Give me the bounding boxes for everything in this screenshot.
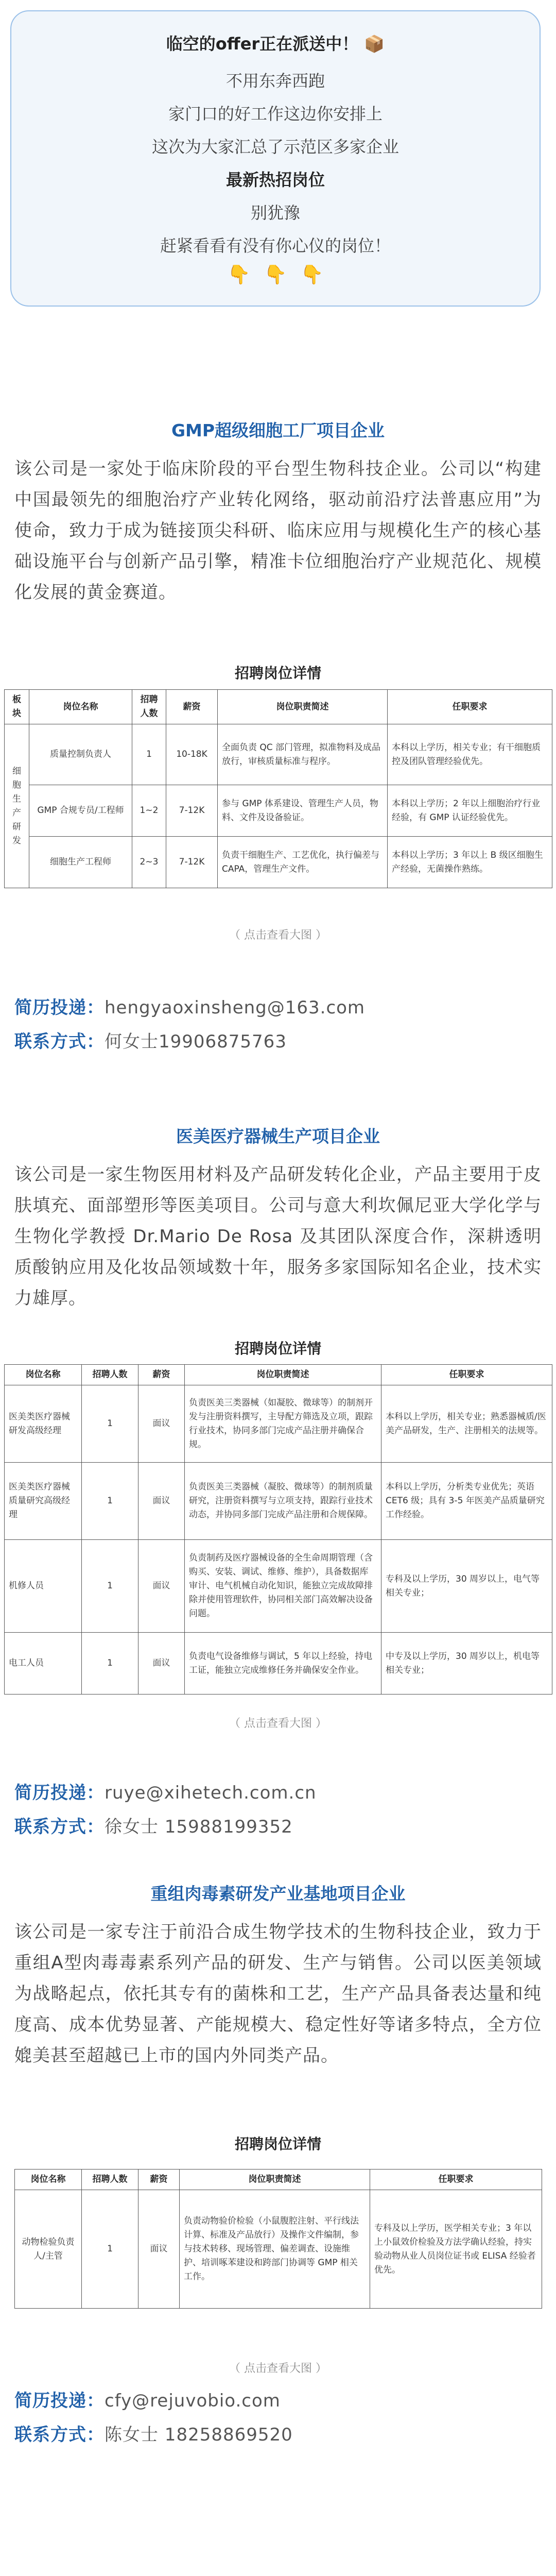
job-title: 质量控制负责人: [29, 724, 132, 785]
header-cell: 招聘人数: [82, 1365, 138, 1385]
duties: 负责制药及医疗器械设备的全生命周期管理（含购买、安装、调试、维修、维护），具备数据库审计、电气机械自动化知识，能独立完成故障排除并使用管理软件，协同相关部门高效解决设备问题。: [185, 1540, 381, 1633]
table-title: 招聘岗位详情: [234, 665, 321, 682]
pointing-down-icon: 👇: [264, 264, 287, 285]
table-row: [15, 2190, 542, 2309]
project-description: 该公司是一家生物医用材料及产品研发转化企业，产品主要用于皮肤填充、面部塑形等医美项目。公司与意大利坎佩尼亚大学化学与生物化学教授 Dr.Mario De Rosa 及其团队深度合作，深耕透明质酸钠应用及化妆品领域数十年，服务多家国际知名企业，技术实力雄厚。: [14, 1164, 542, 1309]
table-row: [5, 1540, 552, 1633]
contact-label: 联系方式：: [14, 1031, 105, 1052]
table-row: [5, 724, 552, 785]
jobs-table[interactable]: [14, 2169, 542, 2309]
intro-box: [10, 10, 541, 307]
header-cell: 板块: [5, 690, 29, 724]
resume-label: 简历投递：: [14, 997, 105, 1018]
header-cell: 任职要求: [388, 690, 552, 724]
jobs-table[interactable]: [4, 1364, 552, 1694]
intro-line-1: 临空的offer正在派送中！: [166, 34, 359, 54]
resume-email[interactable]: hengyaoxinsheng@163.com: [105, 997, 366, 1018]
enlarge-caption[interactable]: （ 点击查看大图 ）: [229, 1717, 327, 1730]
requirements: 本科以上学历，相关专业；熟悉器械质/医美产品研发，生产、注册相关的法规等。: [381, 1385, 552, 1463]
salary: 面议: [138, 2190, 180, 2309]
contact-line: [14, 2420, 293, 2446]
table-header-row: [5, 690, 552, 724]
resume-email[interactable]: ruye@xihetech.com.cn: [105, 1783, 317, 1803]
intro-line-3: 家门口的好工作这边你安排上: [168, 104, 383, 124]
header-cell: 岗位职责简述: [185, 1365, 381, 1385]
headcount: 1: [132, 724, 166, 785]
salary: 面议: [138, 1385, 185, 1463]
resume-line: [14, 993, 365, 1019]
duties: 负责动物验价检验（小鼠腹腔注射、平行线法计算、标准及产品放行）及操作文件编制，参与技术转移、现场管理、偏差调查、设施维护、培训啄苯建设和跨部门协调等 GMP 相关工作。: [180, 2190, 370, 2309]
salary: 面议: [138, 1540, 185, 1633]
table-title: 招聘岗位详情: [234, 1340, 321, 1357]
header-cell: 岗位名称: [15, 2170, 82, 2190]
job-title: 动物检验负责人/主管: [15, 2190, 82, 2309]
resume-label: 简历投递：: [14, 2391, 105, 2411]
header-cell: 薪资: [166, 690, 218, 724]
intro-line-7: 赶紧看看有没有你心仪的岗位！: [160, 236, 391, 256]
duties: 负责医美三类器械（凝胶、微球等）的制剂质量研究，注册资料撰写与立项支持，跟踪行业技术动态，并协同多部门完成产品注册和合规保障。: [185, 1463, 381, 1540]
intro-line-4: 这次为大家汇总了示范区多家企业: [151, 137, 399, 157]
salary: 面议: [138, 1633, 185, 1694]
table-header-row: [15, 2170, 542, 2190]
headcount: 2~3: [132, 837, 166, 888]
project-title: GMP超级细胞工厂项目企业: [171, 420, 385, 440]
pointing-down-icons: [11, 264, 540, 285]
requirements: 中专及以上学历，30 周岁以上，机电等相关专业；: [381, 1633, 552, 1694]
table-row: [5, 785, 552, 837]
intro-line-2: 不用东奔西跑: [225, 71, 325, 91]
header-cell: 岗位名称: [29, 690, 132, 724]
headcount: 1: [82, 1540, 138, 1633]
table-title: 招聘岗位详情: [234, 2136, 321, 2153]
header-cell: 岗位名称: [5, 1365, 82, 1385]
contact-value: 何女士19906875763: [105, 1031, 287, 1052]
job-title: 医美类医疗器械质量研究高级经理: [5, 1463, 82, 1540]
salary: 10-18K: [166, 724, 218, 785]
requirements: 本科以上学历；3 年以上 B 级区细胞生产经验，无菌操作熟练。: [388, 837, 552, 888]
header-cell: 薪资: [138, 2170, 180, 2190]
requirements: 本科以上学历，分析类专业优先；英语 CET6 级；具有 3-5 年医美产品质量研究工作经验。: [381, 1463, 552, 1540]
job-title: 细胞生产工程师: [29, 837, 132, 888]
pointing-down-icon: 👇: [300, 264, 324, 285]
table-header-row: [5, 1365, 552, 1385]
intro-headline: [11, 31, 540, 55]
table-row: [5, 1633, 552, 1694]
duties: 负责电气设备维修与调试，5 年以上经验，持电工证，能独立完成维修任务并确保安全作业。: [185, 1633, 381, 1694]
requirements: 专科及以上学历，医学相关专业；3 年以上小鼠效价检验及方法学确认经验，持实验动物从业人员岗位证书或 ELISA 经验者优先。: [370, 2190, 542, 2309]
requirements: 本科以上学历，相关专业；有干细胞质控及团队管理经验优先。: [388, 724, 552, 785]
headcount: 1: [82, 1633, 138, 1694]
duties: 负责干细胞生产、工艺优化，执行偏差与 CAPA，管理生产文件。: [218, 837, 388, 888]
contact-label: 联系方式：: [14, 1817, 105, 1837]
resume-label: 简历投递：: [14, 1783, 105, 1803]
table-row: [5, 837, 552, 888]
headcount: 1: [82, 2190, 138, 2309]
duties: 全面负责 QC 部门管理，拟准物料及成品放行，审核质量标准与程序。: [218, 724, 388, 785]
contact-line: [14, 1027, 287, 1053]
header-cell: 招聘人数: [132, 690, 166, 724]
headcount: 1: [82, 1385, 138, 1463]
header-cell: 岗位职责简述: [180, 2170, 370, 2190]
header-cell: 薪资: [138, 1365, 185, 1385]
salary: 7-12K: [166, 837, 218, 888]
requirements: 专科及以上学历，30 周岁以上，电气等相关专业；: [381, 1540, 552, 1633]
resume-email[interactable]: cfy@rejuvobio.com: [105, 2391, 281, 2411]
job-title: 电工人员: [5, 1633, 82, 1694]
project-description: 该公司是一家处于临床阶段的平台型生物科技企业。公司以“构建中国最领先的细胞治疗产业转化网络，驱动前沿疗法普惠应用”为使命，致力于成为链接顶尖科研、临床应用与规模化生产的核心基础设施平台与创新产品引擎，精准卡位细胞治疗产业规范化、规模化发展的黄金赛道。: [14, 459, 542, 603]
contact-value: 陈女士 18258869520: [105, 2425, 293, 2445]
headcount: 1~2: [132, 785, 166, 837]
requirements: 本科以上学历；2 年以上细胞治疗行业经验，有 GMP 认证经验优先。: [388, 785, 552, 837]
enlarge-caption[interactable]: （ 点击查看大图 ）: [229, 929, 327, 942]
resume-line: [14, 1778, 317, 1804]
salary: 面议: [138, 1463, 185, 1540]
contact-line: [14, 1812, 293, 1838]
contact-value: 徐女士 15988199352: [105, 1817, 293, 1837]
job-title: 医美类医疗器械研发高级经理: [5, 1385, 82, 1463]
contact-label: 联系方式：: [14, 2425, 105, 2445]
header-cell: 岗位职责简述: [218, 690, 388, 724]
salary: 7-12K: [166, 785, 218, 837]
enlarge-caption[interactable]: （ 点击查看大图 ）: [229, 2362, 327, 2375]
pointing-down-icon: 👇: [227, 264, 251, 285]
package-icon: 📦: [364, 34, 385, 54]
resume-line: [14, 2386, 281, 2412]
headcount: 1: [82, 1463, 138, 1540]
intro-line-5: 最新热招岗位: [225, 170, 325, 190]
header-cell: 任职要求: [381, 1365, 552, 1385]
jobs-table[interactable]: [4, 689, 552, 888]
project-title: 医美医疗器械生产项目企业: [176, 1126, 380, 1146]
duties: 负责医美三类器械（如凝胶、微球等）的制剂开发与注册资料撰写，主导配方筛选及立项，跟踪行业技术，协同多部门完成产品注册并确保合规。: [185, 1385, 381, 1463]
job-title: GMP 合规专员/工程师: [29, 785, 132, 837]
header-cell: 招聘人数: [82, 2170, 138, 2190]
table-row: [5, 1385, 552, 1463]
project-description: 该公司是一家专注于前沿合成生物学技术的生物科技企业，致力于重组A型肉毒毒素系列产品的研发、生产与销售。公司以医美领域为战略起点，依托其专有的菌株和工艺，生产产品具备表达量和纯度高、成本优势显著、产能规模大、稳定性好等诸多特点，全方位媲美甚至超越已上市的国内外同类产品。: [14, 1922, 542, 2066]
table-row: [5, 1463, 552, 1540]
header-cell: 任职要求: [370, 2170, 542, 2190]
job-title: 机修人员: [5, 1540, 82, 1633]
intro-line-6: 别犹豫: [250, 203, 300, 223]
project-title: 重组肉毒素研发产业基地项目企业: [150, 1884, 406, 1904]
duties: 参与 GMP 体系建设、管理生产人员，物料、文件及设备验证。: [218, 785, 388, 837]
section-cell: 细胞生产研发: [5, 724, 29, 888]
